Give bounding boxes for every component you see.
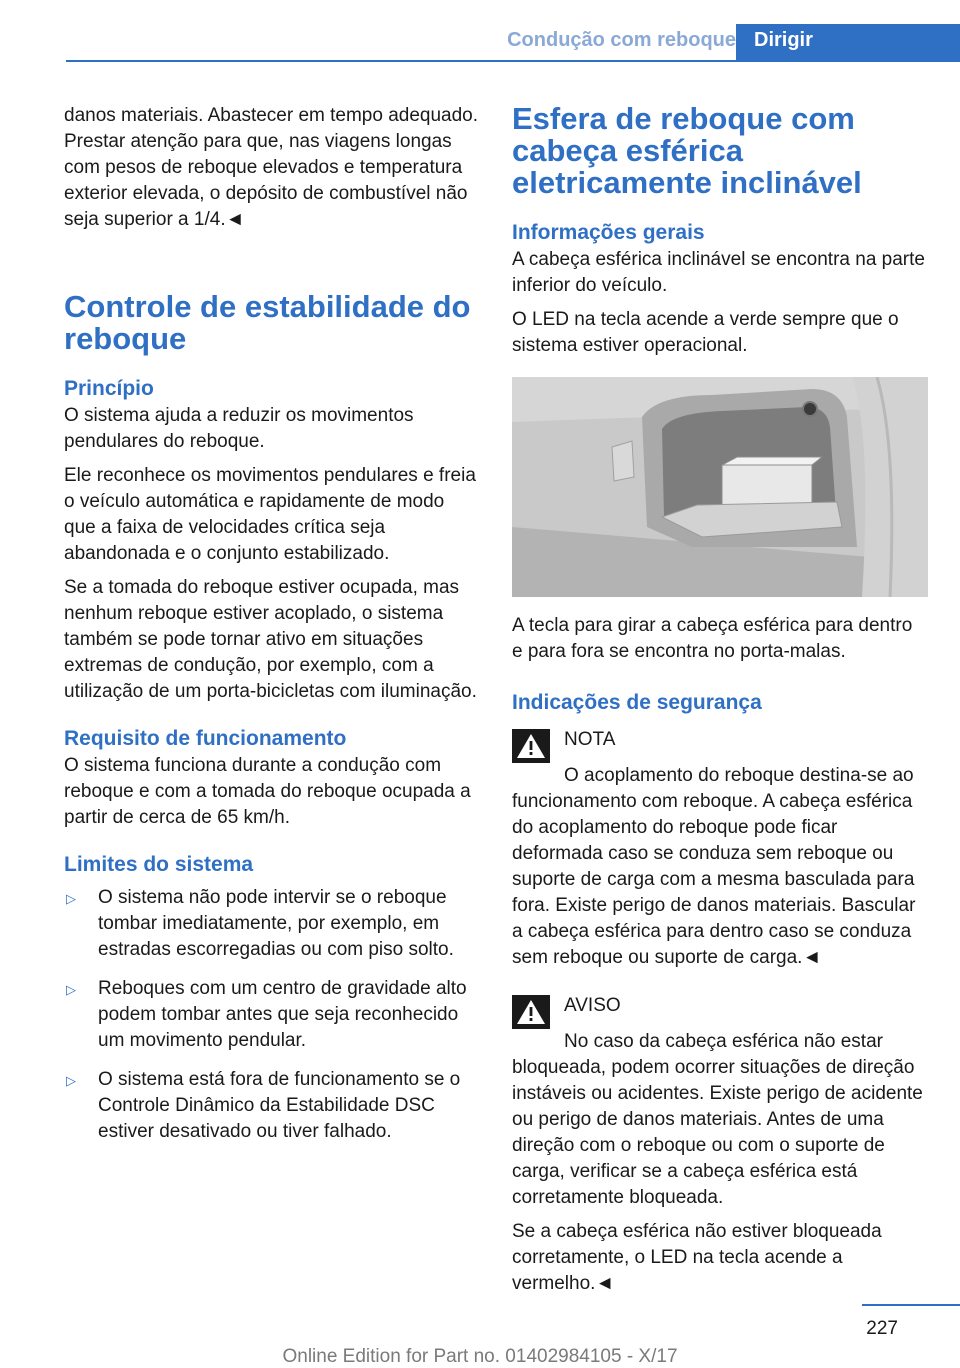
general-paragraph-2: O LED na tecla acende a verde sempre que o sistema estiver operacional. [512, 309, 899, 356]
footer-rule [862, 1304, 960, 1306]
general-paragraph-1: A cabeça esférica inclinável se encontra na parte inferior do veículo. [512, 249, 925, 296]
left-column [64, 103, 480, 1158]
list-item [64, 976, 480, 1054]
trunk-photo [512, 377, 928, 597]
limits-list [64, 885, 480, 1145]
warning-text: No caso da cabeça esférica não estar bloqueada, podem ocorrer situações de direção instáveis ou acidentes. Existe perigo de acidente ou perigo de danos materiais. Antes de uma direção com o reboque ou com o suporte de carga, verificar se a cabeça esférica está corretamente bloqueada. [512, 1031, 923, 1208]
list-item [64, 1067, 480, 1145]
list-item-text: O sistema está fora de funcionamento se o Controle Dinâmico da Estabilidade DSC estiver desativado ou tiver falhado. [98, 1069, 461, 1142]
requirement-paragraph: O sistema funciona durante a condução com reboque e com a tomada do reboque ocupada a partir de cerca de 65 km/h. [64, 755, 471, 828]
warning-triangle-icon [512, 995, 550, 1029]
heading-principle: Princípio [64, 377, 154, 400]
triangle-bullet-icon: ▷ [66, 982, 76, 997]
intro-paragraph: danos materiais. Abastecer em tempo adequado. Prestar atenção para que, nas viagens longas com pesos de reboque elevados e temperatura exterior elevada, o depósito de combustível não seja superior a 1/4.◄ [64, 105, 479, 230]
heading-limits: Limites do sistema [64, 853, 254, 876]
note-text: O acoplamento do reboque destina-se ao funcionamento com reboque. A cabeça esférica do acoplamento do reboque pode ficar deformada caso se conduza sem reboque ou suporte de carga com a mesma basculada para fora. Existe perigo de danos materiais. Bascular a cabeça esférica para dentro caso se conduza sem reboque ou suporte de carga.◄ [512, 765, 916, 968]
triangle-bullet-icon: ▷ [66, 1073, 76, 1088]
heading-safety: Indicações de segurança [512, 691, 762, 714]
list-item-text: O sistema não pode intervir se o reboque tombar imediatamente, por exemplo, em estradas escorregadias ou com piso solto. [98, 887, 454, 960]
section-title-trailer-stability: Controle de estabilidade do reboque [64, 289, 471, 356]
warning-triangle-icon [512, 729, 550, 763]
note-label: NOTA [564, 729, 616, 750]
principle-paragraph-2: Ele reconhece os movimentos pendulares e freia o veículo automática e rapidamente de modo que a faixa de velocidades crítica seja abandonada e o conjunto estabilizado. [64, 465, 476, 564]
section-title-tow-ball: Esfera de reboque com cabeça esférica eletricamente inclinável [512, 101, 862, 200]
warning-label: AVISO [564, 995, 621, 1016]
principle-paragraph-1: O sistema ajuda a reduzir os movimentos pendulares do reboque. [64, 405, 414, 452]
header-chapter-tab: Dirigir [736, 24, 960, 62]
page-number: 227 [866, 1318, 898, 1339]
principle-paragraph-3: Se a tomada do reboque estiver ocupada, mas nenhum reboque estiver acoplado, o sistema também se pode tornar ativo em situações extremas de condução, por exemplo, com a utilização de um porta-bicicletas com iluminação. [64, 577, 477, 702]
list-item-text: Reboques com um centro de gravidade alto podem tombar antes que seja reconhecido um movimento pendular. [98, 978, 467, 1051]
header-rule [66, 60, 960, 62]
right-column [512, 103, 928, 1305]
warning-block [512, 993, 928, 1029]
safety-last-paragraph: Se a cabeça esférica não estiver bloqueada corretamente, o LED na tecla acende a vermelho.◄ [512, 1221, 882, 1294]
photo-caption: A tecla para girar a cabeça esférica para dentro e para fora se encontra no porta-malas. [512, 615, 913, 662]
edition-line: Online Edition for Part no. 01402984105 - X/17 [282, 1346, 678, 1367]
triangle-bullet-icon: ▷ [66, 891, 76, 906]
list-item [64, 885, 480, 963]
heading-general-info: Informações gerais [512, 221, 705, 244]
page-header [66, 24, 960, 62]
heading-requirement: Requisito de funcionamento [64, 727, 347, 750]
header-section-title: Condução com reboque [507, 29, 736, 51]
note-block [512, 727, 928, 763]
